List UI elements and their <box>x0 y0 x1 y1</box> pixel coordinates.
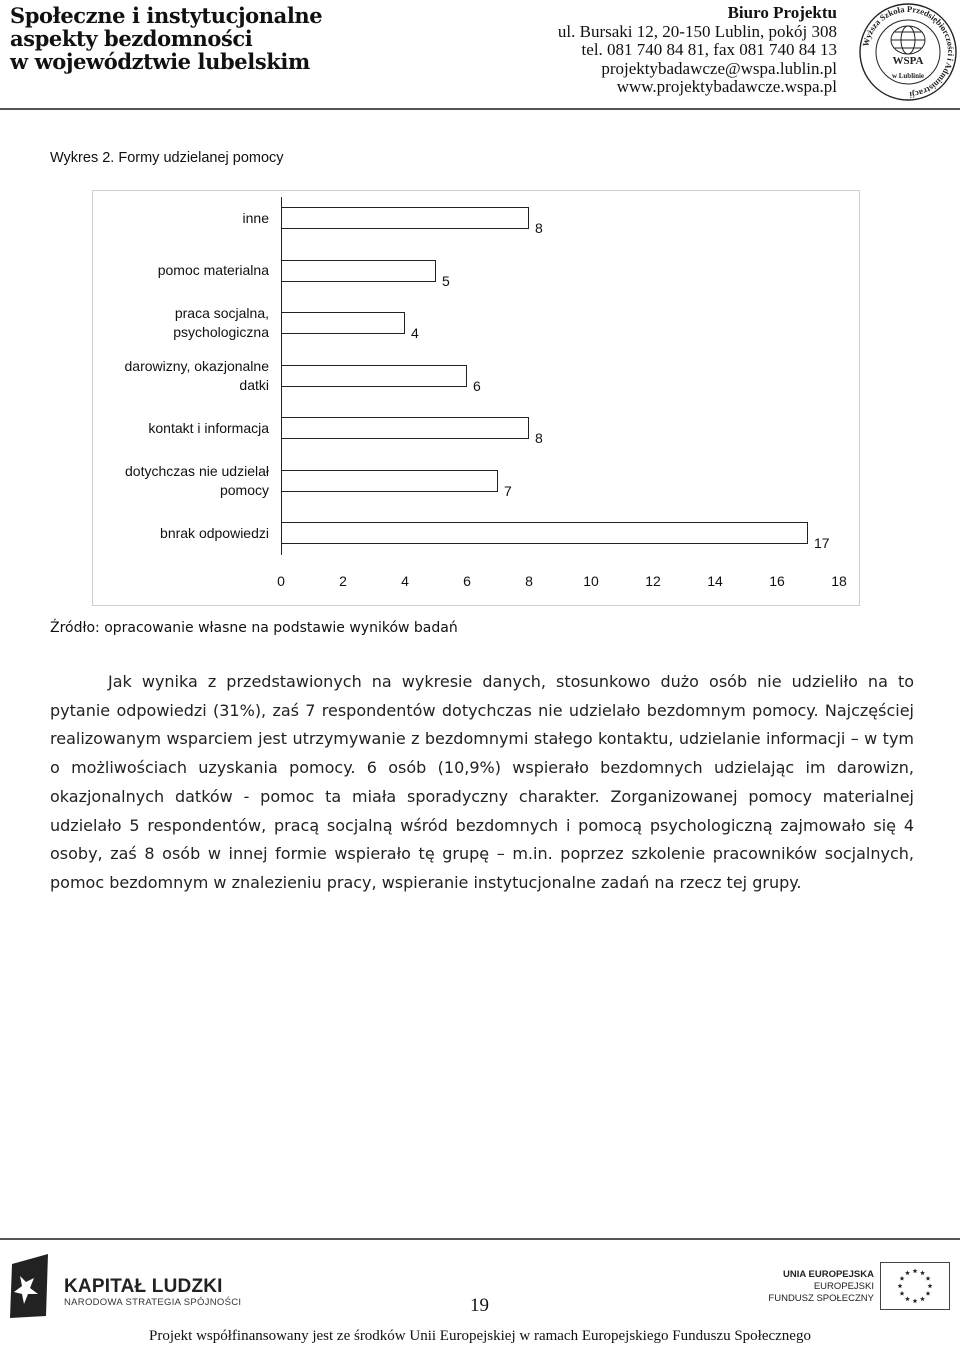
category-label-line: praca socjalna, <box>174 305 269 321</box>
category-label <box>99 419 269 438</box>
data-label: 5 <box>442 272 450 289</box>
header-divider <box>0 108 960 110</box>
category-label <box>99 524 269 543</box>
eu-line-1: UNIA EUROPEJSKA <box>783 1269 874 1280</box>
header-project-title <box>10 4 322 73</box>
kapital-ludzki-icon <box>8 1252 50 1320</box>
category-label <box>99 357 269 395</box>
wspa-seal-logo <box>858 2 958 102</box>
eu-flag-icon <box>880 1262 950 1310</box>
x-tick-label: 10 <box>583 573 599 589</box>
category-label <box>99 261 269 280</box>
x-tick-label: 12 <box>645 573 661 589</box>
x-tick-label: 14 <box>707 573 723 589</box>
data-label: 4 <box>411 325 419 341</box>
category-label-line: kontakt i informacja <box>148 419 269 436</box>
seal-center-text: WSPA <box>892 55 924 67</box>
x-tick-label: 6 <box>463 573 471 589</box>
eu-fund-text <box>768 1269 874 1305</box>
chart-caption: Wykres 2. Formy udzielanej pomocy <box>50 150 284 166</box>
office-title: Biuro Projektu <box>727 3 837 22</box>
x-tick-label: 8 <box>525 573 533 589</box>
source-note: Źródło: opracowanie własne na podstawie wyników badań <box>50 620 458 636</box>
seal-ring-text: Wyższa Szkoła Przedsiębiorczości i Administracji <box>860 3 957 100</box>
data-label: 7 <box>504 482 512 499</box>
eu-line-2: EUROPEJSKI <box>813 1281 874 1292</box>
footer-funding-note: Projekt współfinansowany jest ze środków Unii Europejskiej w ramach Europejskiego Funduszu Społecznego <box>149 1328 811 1344</box>
y-axis-line <box>281 197 282 555</box>
header-contact-block <box>558 4 837 97</box>
bar <box>281 522 808 544</box>
bar <box>281 260 436 282</box>
header-title-line: aspekty bezdomności <box>10 26 253 51</box>
x-tick-label: 16 <box>769 573 785 589</box>
x-tick-label: 0 <box>277 573 285 589</box>
office-phone: tel. 081 740 84 81, fax 081 740 84 13 <box>581 40 837 59</box>
globe-icon <box>891 26 925 54</box>
x-tick-label: 4 <box>401 573 409 589</box>
office-website[interactable]: www.projektybadawcze.wspa.pl <box>616 77 837 96</box>
category-label <box>99 209 269 228</box>
data-label: 8 <box>535 220 543 236</box>
x-tick-label: 2 <box>339 573 347 589</box>
kl-title: KAPITAŁ LUDZKI <box>64 1276 223 1297</box>
data-label: 6 <box>473 377 481 394</box>
data-label: 8 <box>535 430 543 446</box>
page-number: 19 <box>470 1295 489 1316</box>
office-address: ul. Bursaki 12, 20-150 Lublin, pokój 308 <box>557 21 837 41</box>
bar-chart <box>92 190 860 606</box>
category-label-line: bnrak odpowiedzi <box>160 524 269 541</box>
category-label <box>99 462 269 500</box>
office-email[interactable]: projektybadawcze@wspa.lublin.pl <box>601 58 837 78</box>
bar <box>281 417 529 439</box>
category-label-line: psychologiczna <box>173 324 269 340</box>
category-label-line: inne <box>242 209 269 226</box>
bar <box>281 470 498 492</box>
kl-subtitle: NARODOWA STRATEGIA SPÓJNOŚCI <box>64 1297 242 1308</box>
category-label-line: datki <box>239 376 269 393</box>
header-title-line: Społeczne i instytucjonalne <box>10 3 323 28</box>
bar <box>281 207 529 229</box>
header-title-line: w województwie lubelskim <box>10 49 310 74</box>
category-label-line: darowizny, okazjonalne <box>124 357 269 374</box>
seal-bottom-text: w Lublinie <box>891 72 925 80</box>
body-paragraph: Jak wynika z przedstawionych na wykresie danych, stosunkowo dużo osób nie udzieliło na to pytanie odpowiedzi (31%), zaś 7 respondentów dotychczas nie udzielało bezdomnym pomocy. Najczęściej realizowanym wsparciem jest utrzymywanie z bezdomnymi stałego kontaktu, udzielanie informacji – w tym o możliwościach uzyskania pomocy. 6 osób (10,9%) wspierało bezdomnych udzielając im darowizn, okazjonalnych datków - pomoc ta miała sporadyczny charakter. Zorganizowanej pomocy materialnej udzielało 5 respondentów, pracą socjalną wśród bezdomnych i pomocą psychologiczną zajmowało się 4 osoby, zaś 8 osób w innej formie wspierało tę grupę – m.in. poprzez szkolenie pracowników socjalnych, pomoc bezdomnym w znalezieniu pracy, wspieranie instytucjonalne zadań na rzecz tej grupy. <box>50 672 914 892</box>
category-label-line: pomocy <box>219 481 269 498</box>
data-label: 17 <box>814 535 830 551</box>
bar <box>281 365 467 387</box>
footer-divider <box>0 1238 960 1240</box>
category-label-line: dotychczas nie udzielał <box>125 462 269 479</box>
eu-line-3: FUNDUSZ SPOŁECZNY <box>768 1293 874 1304</box>
bar <box>281 312 405 334</box>
x-tick-label: 18 <box>831 573 847 589</box>
category-label <box>99 304 269 342</box>
category-label-line: pomoc materialna <box>157 262 269 278</box>
